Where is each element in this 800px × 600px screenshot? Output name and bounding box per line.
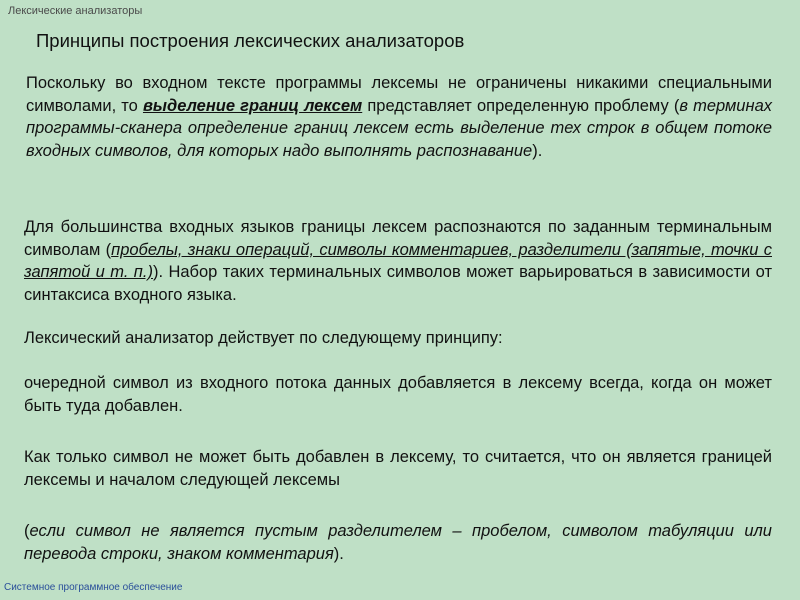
p1-text-end: ). bbox=[532, 141, 543, 160]
header-label: Лексические анализаторы bbox=[8, 5, 143, 17]
paragraph-principle-intro: Лексический анализатор действует по следующему принципу: bbox=[24, 329, 503, 347]
p1-italic-note: в терминах программы-сканера определение границ лексем есть выделение тех строк в общем потоке входных символов, для которых надо выполнять распознавание bbox=[26, 96, 772, 160]
p6-close-paren: ). bbox=[333, 544, 344, 563]
slide-title: Принципы построения лексических анализаторов bbox=[36, 30, 465, 51]
p1-emphasis: выделение границ лексем bbox=[142, 96, 363, 115]
footer-label: Системное программное обеспечение bbox=[4, 582, 183, 593]
p2-text-end: ). Набор таких терминальных символов может варьироваться в зависимости от синтаксиса входного языка. bbox=[24, 263, 773, 304]
p6-open-paren: ( bbox=[24, 522, 30, 540]
p6-italic-note: если символ не является пустым разделителем – пробелом, символом табуляции или перевода строки, знаком комментария bbox=[24, 522, 772, 563]
p1-text-start: Поскольку во входном тексте программы лексемы не ограничены никакими специальными символами, то bbox=[26, 74, 772, 115]
p2-text-start: Для большинства входных языков границы лексем распознаются по заданным терминальным символам ( bbox=[24, 218, 772, 259]
paragraph-terminal-symbols bbox=[24, 216, 772, 306]
paragraph-principle-rule: очередной символ из входного потока данных добавляется в лексему всегда, когда он может быть туда добавлен. bbox=[24, 374, 772, 415]
p2-underlined-examples: пробелы, знаки операций, символы комментариев, разделители (запятые, точки с запятой и т. п.) bbox=[24, 240, 772, 281]
paragraph-lexeme-boundaries bbox=[26, 72, 772, 162]
paragraph-separator-note bbox=[24, 520, 772, 565]
p1-text-middle: представляет определенную проблему ( bbox=[362, 96, 680, 115]
paragraph-boundary-rule: Как только символ не может быть добавлен в лексему, то считается, что он является границей лексемы и началом следующей лексемы bbox=[24, 448, 772, 489]
